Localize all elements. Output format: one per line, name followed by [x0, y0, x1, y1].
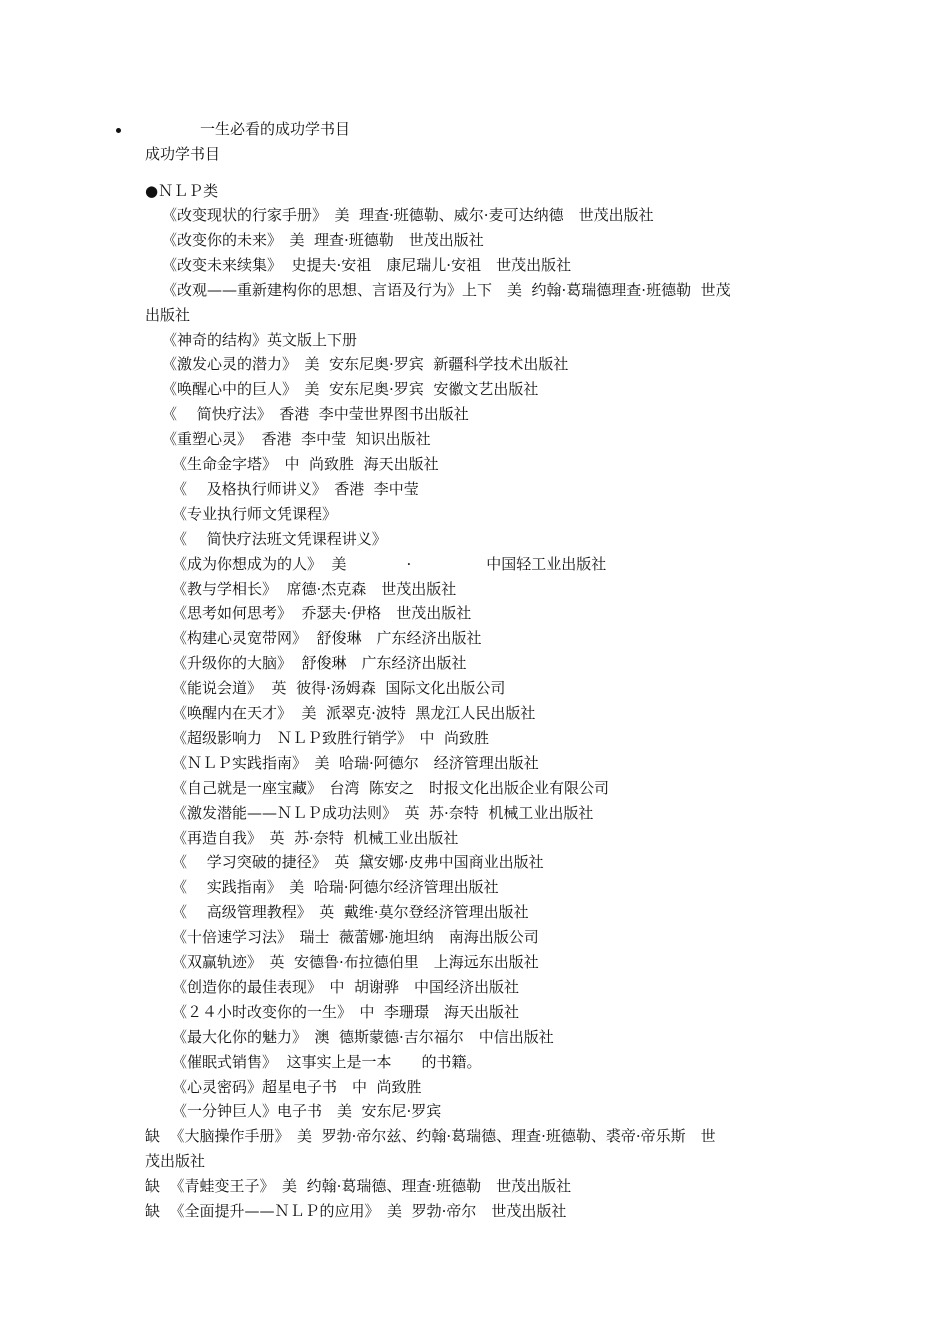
book-entry: 缺 《青蛙变王子》 美 约翰·葛瑞德、理查·班德勒 世茂出版社	[145, 1177, 572, 1195]
book-entry: 《最大化你的魅力》 澳 德斯蒙德·吉尔福尔 中信出版社	[172, 1028, 554, 1046]
book-entry: 《双赢轨迹》 英 安德鲁·布拉德伯里 上海远东出版社	[172, 953, 539, 971]
book-entry: 《创造你的最佳表现》 中 胡谢骅 中国经济出版社	[172, 978, 520, 996]
book-entry: 《心灵密码》超星电子书 中 尚致胜	[172, 1078, 422, 1096]
book-entry: 《改变现状的行家手册》 美 理查·班德勒、威尔·麦可达纳德 世茂出版社	[162, 206, 654, 224]
document-subtitle: 成功学书目	[145, 145, 221, 163]
book-entry: 《 及格执行师讲义》 香港 李中莹	[172, 480, 419, 498]
book-entry: 缺 《全面提升——ＮＬＰ的应用》 美 罗勃·帝尔 世茂出版社	[145, 1202, 567, 1220]
book-entry: 《 简快疗法》 香港 李中莹世界图书出版社	[162, 405, 469, 423]
book-entry: 《２４小时改变你的一生》 中 李珊璟 海天出版社	[172, 1003, 520, 1021]
book-entry: 《专业执行师文凭课程》	[172, 505, 338, 523]
book-entry: 出版社	[145, 306, 191, 324]
document-title: 一生必看的成功学书目	[200, 120, 351, 138]
book-entry: 《思考如何思考》 乔瑟夫·伊格 世茂出版社	[172, 604, 472, 622]
book-entry: 《改变未来续集》 史提夫·安祖 康尼瑞儿·安祖 世茂出版社	[162, 256, 572, 274]
book-entry: 《催眠式销售》 这事实上是一本 的书籍。	[172, 1053, 482, 1071]
book-entry: 《能说会道》 英 彼得·汤姆森 国际文化出版公司	[172, 679, 506, 697]
book-entry: 《ＮＬＰ实践指南》 美 哈瑞·阿德尔 经济管理出版社	[172, 754, 539, 772]
book-entry: 《唤醒心中的巨人》 美 安东尼奥·罗宾 安徽文艺出版社	[162, 380, 539, 398]
book-entry: 《十倍速学习法》 瑞士 薇蕾娜·施坦纳 南海出版公司	[172, 928, 539, 946]
book-entry: 《自己就是一座宝藏》 台湾 陈安之 时报文化出版企业有限公司	[172, 779, 610, 797]
section-heading: ●ＮＬＰ类	[145, 182, 219, 200]
book-entry: 《升级你的大脑》 舒俊琳 广东经济出版社	[172, 654, 467, 672]
book-entry: 《构建心灵宽带网》 舒俊琳 广东经济出版社	[172, 629, 482, 647]
book-entry: 茂出版社	[145, 1152, 206, 1170]
book-entry: 《 学习突破的捷径》 英 黛安娜·皮弗中国商业出版社	[172, 853, 544, 871]
book-entry: 《 实践指南》 美 哈瑞·阿德尔经济管理出版社	[172, 878, 499, 896]
book-entry: 《 简快疗法班文凭课程讲义》	[172, 530, 387, 548]
book-entry: 缺 《大脑操作手册》 美 罗勃·帝尔兹、约翰·葛瑞德、理查·班德勒、裘帝·帝乐斯 世	[145, 1127, 716, 1145]
book-entry: 《超级影响力 ＮＬＰ致胜行销学》 中 尚致胜	[172, 729, 490, 747]
book-entry: 《激发潜能——ＮＬＰ成功法则》 英 苏·奈特 机械工业出版社	[172, 804, 594, 822]
book-entry: 《成为你想成为的人》 美 · 中国轻工业出版社	[172, 555, 607, 573]
book-entry: 《再造自我》 英 苏·奈特 机械工业出版社	[172, 829, 459, 847]
book-entry: 《教与学相长》 席德·杰克森 世茂出版社	[172, 580, 457, 598]
book-entry: 《 高级管理教程》 英 戴维·莫尔登经济管理出版社	[172, 903, 529, 921]
book-entry: 《唤醒内在天才》 美 派翠克·波特 黑龙江人民出版社	[172, 704, 536, 722]
book-entry: 《重塑心灵》 香港 李中莹 知识出版社	[162, 430, 431, 448]
book-entry: 《改变你的未来》 美 理查·班德勒 世茂出版社	[162, 231, 484, 249]
book-entry: 《神奇的结构》英文版上下册	[162, 331, 358, 349]
book-entry: 《激发心灵的潜力》 美 安东尼奥·罗宾 新疆科学技术出版社	[162, 355, 569, 373]
book-entry: 《一分钟巨人》电子书 美 安东尼·罗宾	[172, 1102, 442, 1120]
book-entry: 《改观——重新建构你的思想、言语及行为》上下 美 约翰·葛瑞德理查·班德勒 世茂	[162, 281, 731, 299]
book-entry: 《生命金字塔》 中 尚致胜 海天出版社	[172, 455, 439, 473]
